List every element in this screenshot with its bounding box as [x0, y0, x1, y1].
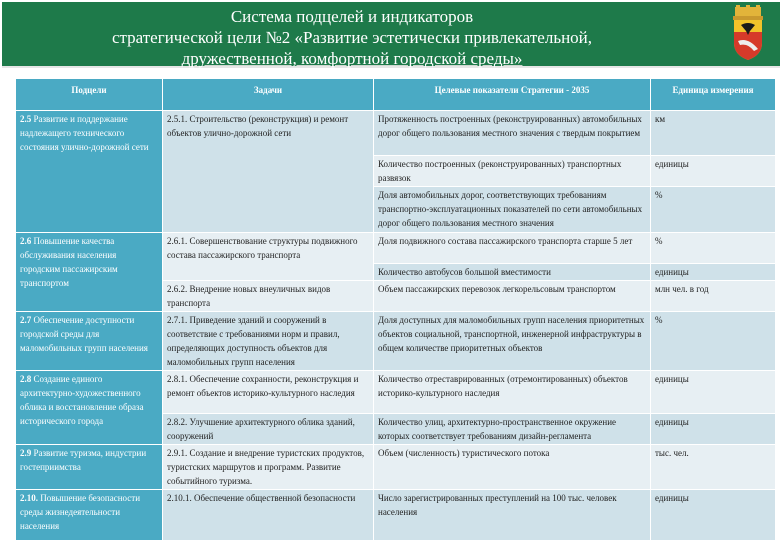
indicator-cell: Количество построенных (реконструированных) транспортных развязок [374, 156, 651, 187]
title-line-2: стратегической цели №2 «Развитие эстетически привлекательной, [111, 28, 593, 47]
subgoal-cell: 2.8 Создание единого архитектурно-художественного облика и восстановление образа исторического города [16, 371, 163, 445]
unit-cell: единицы [651, 371, 776, 414]
subgoal-cell: 2.7 Обеспечение доступности городской среды для маломобильных групп населения [16, 312, 163, 371]
title-line-1: Система подцелей и индикаторов [230, 7, 474, 26]
indicator-cell: Количество отреставрированных (отремонтированных) объектов историко-культурного наследия [374, 371, 651, 414]
task-cell: 2.5.1. Строительство (реконструкция) и ремонт объектов улично-дорожной сети [163, 111, 374, 233]
unit-cell: % [651, 312, 776, 371]
table-header-row [16, 79, 776, 111]
indicator-cell: Доля автомобильных дорог, соответствующих требованиям транспортно-эксплуатационных показателей по сети автомобильных дорог общего пользования местного значения [374, 187, 651, 233]
table-row [16, 111, 776, 156]
subgoal-cell: 2.6 Повышение качества обслуживания населения городским пассажирским транспортом [16, 233, 163, 312]
header-indicators: Целевые показатели Стратегии - 2035 [374, 79, 651, 111]
indicator-cell: Количество улиц, архитектурно-пространственное окружение которых соответствует требованиям дизайн-регламента [374, 414, 651, 445]
city-coat-of-arms-icon [728, 5, 768, 61]
unit-cell: единицы [651, 414, 776, 445]
header-tasks: Задачи [163, 79, 374, 111]
indicator-cell: Доля доступных для маломобильных групп населения приоритетных объектов социальной, транспортной, инженерной инфраструктуры в общем количестве приоритетных объектов [374, 312, 651, 371]
subgoal-cell: 2.10. Повышение безопасности среды жизнедеятельности населения [16, 490, 163, 540]
task-cell: 2.8.2. Улучшение архитектурного облика зданий, сооружений [163, 414, 374, 445]
unit-cell: % [651, 233, 776, 264]
task-cell: 2.9.1. Создание и внедрение туристских продуктов, туристских маршрутов и программ. Развитие событийного туризма. [163, 445, 374, 490]
indicator-cell: Протяженность построенных (реконструированных) автомобильных дорог общего пользования местного значения с твердым покрытием [374, 111, 651, 156]
task-cell: 2.6.2. Внедрение новых внеуличных видов транспорта [163, 281, 374, 312]
task-cell: 2.6.1. Совершенствование структуры подвижного состава пассажирского транспорта [163, 233, 374, 281]
subgoal-cell: 2.5 Развитие и поддержание надлежащего технического состояния улично-дорожной сети [16, 111, 163, 233]
title-line-3: дружественной, комфортной городской среды» [181, 49, 523, 68]
indicator-cell: Число зарегистрированных преступлений на 100 тыс. человек населения [374, 490, 651, 540]
unit-cell: единицы [651, 264, 776, 281]
table-row [16, 233, 776, 264]
header-unit: Единица измерения [651, 79, 776, 111]
unit-cell: млн чел. в год [651, 281, 776, 312]
unit-cell: % [651, 187, 776, 233]
subgoal-cell: 2.9 Развитие туризма, индустрии гостеприимства [16, 445, 163, 490]
header-subgoals: Подцели [16, 79, 163, 111]
unit-cell: единицы [651, 490, 776, 540]
indicator-cell: Количество автобусов большой вместимости [374, 264, 651, 281]
title-banner [2, 2, 780, 68]
slide-title [2, 6, 702, 69]
task-cell: 2.8.1. Обеспечение сохранности, реконструкция и ремонт объектов историко-культурного наследия [163, 371, 374, 414]
table-row [16, 490, 776, 540]
table-row [16, 312, 776, 371]
task-cell: 2.10.1. Обеспечение общественной безопасности [163, 490, 374, 540]
indicator-cell: Объем (численность) туристического потока [374, 445, 651, 490]
task-cell: 2.7.1. Приведение зданий и сооружений в соответствие с требованиями норм и правил, определяющих доступность объектов для маломобильных групп населения [163, 312, 374, 371]
table-row [16, 445, 776, 490]
indicator-cell: Объем пассажирских перевозок легкорельсовым транспортом [374, 281, 651, 312]
indicator-cell: Доля подвижного состава пассажирского транспорта старше 5 лет [374, 233, 651, 264]
subgoals-table [15, 78, 776, 540]
unit-cell: тыс. чел. [651, 445, 776, 490]
unit-cell: км [651, 111, 776, 156]
table-row [16, 371, 776, 414]
unit-cell: единицы [651, 156, 776, 187]
